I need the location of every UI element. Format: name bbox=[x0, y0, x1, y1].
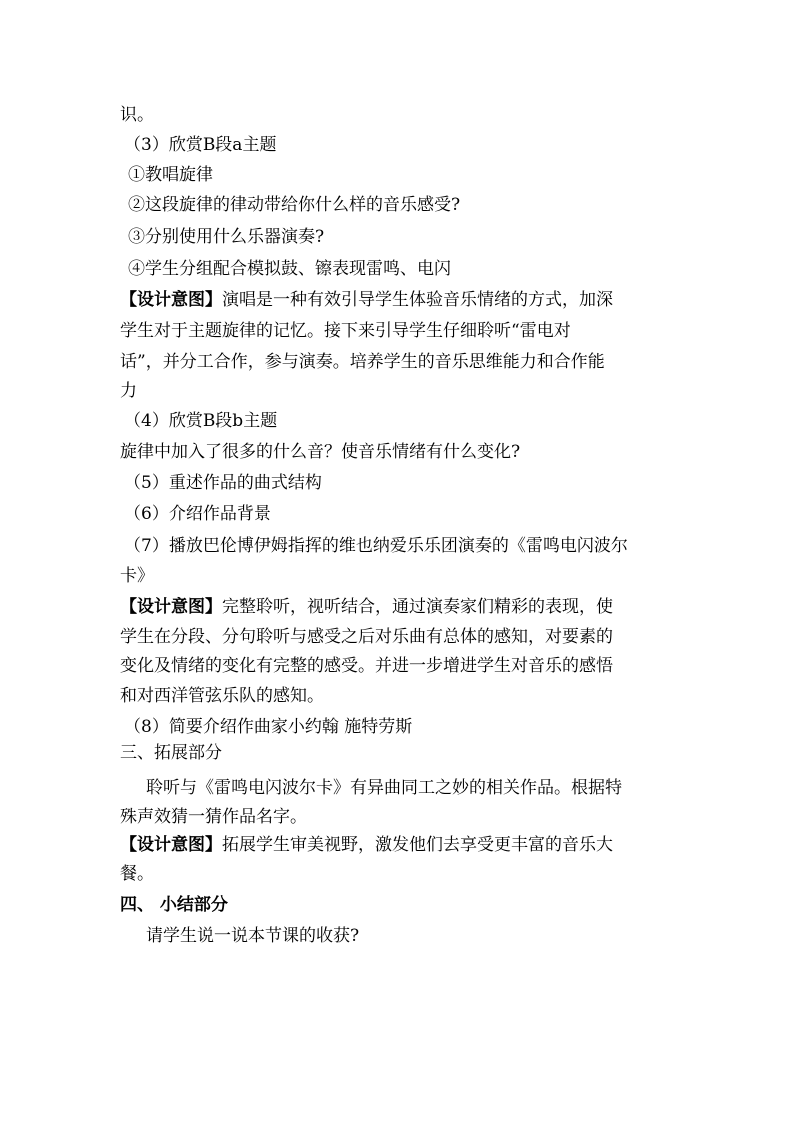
design-intent-label: 【设计意图】 bbox=[120, 597, 222, 617]
design-intent-label: 【设计意图】 bbox=[120, 835, 222, 855]
text-line: （7）播放巴伦博伊姆指挥的维也纳爱乐乐团演奏的《雷鸣电闪波尔 bbox=[124, 536, 628, 556]
text-line: 和对西洋管弦乐队的感知。 bbox=[120, 686, 324, 706]
text-line: （4）欣赏B段b主题 bbox=[124, 411, 278, 431]
text-line: ①教唱旋律 bbox=[128, 165, 213, 185]
design-intent-paragraph bbox=[120, 834, 680, 856]
design-intent-text: 演唱是一种有效引导学生体验音乐情绪的方式，加深 bbox=[222, 290, 613, 310]
text-line: 聆听与《雷鸣电闪波尔卡》有异曲同工之妙的相关作品。根据特 bbox=[146, 778, 622, 798]
section-heading: 三、拓展部分 bbox=[120, 743, 222, 763]
design-intent-label: 【设计意图】 bbox=[120, 290, 222, 310]
design-intent-text: 完整聆听，视听结合，通过演奏家们精彩的表现，使 bbox=[222, 597, 613, 617]
text-line: 餐。 bbox=[120, 864, 154, 884]
text-line: （8）简要介绍作曲家小约翰 施特劳斯 bbox=[124, 717, 413, 737]
text-line: 旋律中加入了很多的什么音？使音乐情绪有什么变化? bbox=[120, 442, 521, 462]
design-intent-paragraph bbox=[120, 596, 680, 618]
text-line: 学生对于主题旋律的记忆。接下来引导学生仔细聆听“雷电对 bbox=[120, 321, 571, 341]
text-line: 识。 bbox=[120, 105, 154, 125]
text-line: 学生在分段、分句聆听与感受之后对乐曲有总体的感知，对要素的 bbox=[120, 627, 613, 647]
text-line: 卡》 bbox=[120, 566, 154, 586]
text-line: ②这段旋律的律动带给你什么样的音乐感受? bbox=[128, 195, 461, 215]
text-line: （6）介绍作品背景 bbox=[124, 504, 271, 524]
text-line: ④学生分组配合模拟鼓、镲表现雷鸣、电闪 bbox=[128, 259, 451, 279]
text-line: 力 bbox=[120, 381, 137, 401]
text-line: 殊声效猜一猜作品名字。 bbox=[120, 807, 307, 827]
text-line: 请学生说一说本节课的收获? bbox=[146, 926, 360, 946]
text-line: 变化及情绪的变化有完整的感受。并进一步增进学生对音乐的感悟 bbox=[120, 656, 613, 676]
text-line: （3）欣赏B段a主题 bbox=[124, 135, 277, 155]
text-line: （5）重述作品的曲式结构 bbox=[124, 473, 322, 493]
text-line: ③分别使用什么乐器演奏? bbox=[128, 227, 325, 247]
design-intent-text: 拓展学生审美视野，激发他们去享受更丰富的音乐大 bbox=[222, 835, 613, 855]
design-intent-paragraph bbox=[120, 289, 680, 311]
text-line: 话”，并分工合作，参与演奏。培养学生的音乐思维能力和合作能 bbox=[120, 352, 605, 372]
section-heading: 四、 小结部分 bbox=[120, 895, 228, 915]
